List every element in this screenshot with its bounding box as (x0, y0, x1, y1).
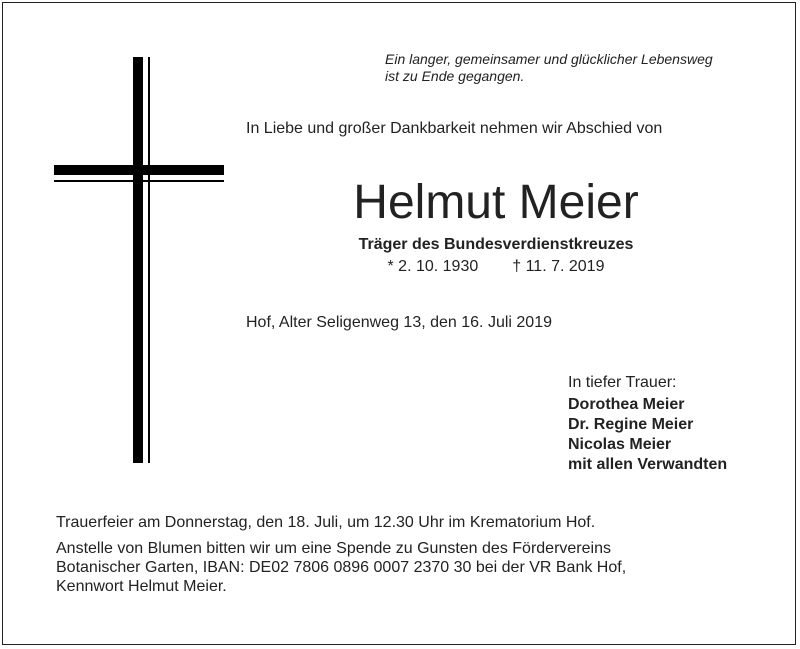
donation-line-2: Botanischer Garten, IBAN: DE02 7806 0896 0007 2370 30 bei der VR Bank Hof, (56, 559, 627, 576)
birth-date: * 2. 10. 1930 (387, 258, 479, 275)
cross-vertical-line (148, 57, 150, 463)
mourner-name: mit allen Verwandten (568, 456, 728, 473)
mourner-name: Dorothea Meier (568, 396, 685, 413)
donation-notice (56, 539, 626, 596)
cross-horizontal-bar (54, 165, 224, 175)
mourners-label: In tiefer Trauer: (568, 374, 677, 391)
death-date: † 11. 7. 2019 (512, 258, 605, 275)
life-dates (246, 258, 746, 276)
donation-line-1: Anstelle von Blumen bitten wir um eine Spende zu Gunsten des Fördervereins (56, 540, 611, 557)
donation-line-3: Kennwort Helmut Meier. (56, 578, 227, 595)
motto-line-1: Ein langer, gemeinsamer und glücklicher Lebensweg (385, 51, 713, 67)
intro-text: In Liebe und großer Dankbarkeit nehmen wir Abschied von (246, 120, 663, 137)
mourners-block (568, 373, 727, 475)
cross-horizontal-line (54, 180, 224, 182)
motto (385, 51, 713, 85)
mourner-name: Nicolas Meier (568, 436, 672, 453)
mourner-name: Dr. Regine Meier (568, 416, 694, 433)
motto-line-2: ist zu Ende gegangen. (385, 68, 525, 84)
cross-vertical-bar (133, 57, 143, 463)
deceased-title: Träger des Bundesverdienstkreuzes (358, 236, 634, 253)
deceased-name: Helmut Meier (353, 176, 639, 229)
location-date: Hof, Alter Seligenweg 13, den 16. Juli 2019 (246, 314, 552, 331)
funeral-notice: Trauerfeier am Donnerstag, den 18. Juli, um 12.30 Uhr im Krematorium Hof. (56, 514, 596, 531)
